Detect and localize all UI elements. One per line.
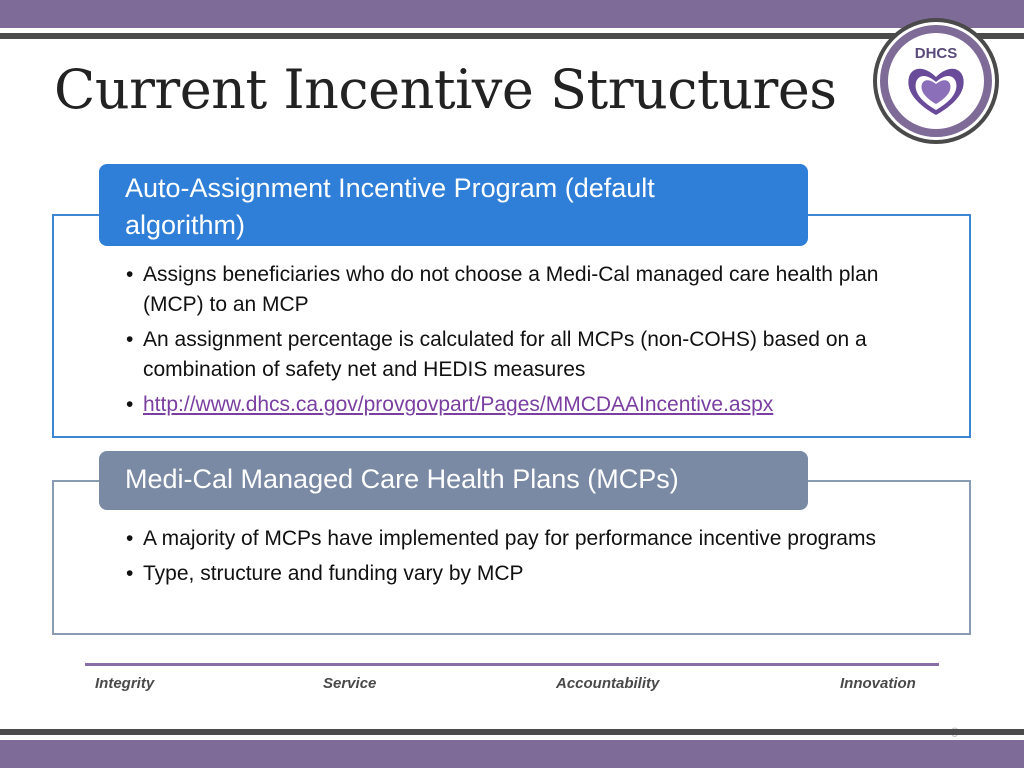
section-auto-assignment-bullets	[126, 260, 926, 425]
section-mcp-heading: Medi-Cal Managed Care Health Plans (MCPs)	[99, 451, 808, 510]
bottom-divider-line	[0, 729, 1024, 735]
list-item: • Assigns beneficiaries who do not choose a Medi-Cal managed care health plan (MCP) to an MCP	[126, 260, 926, 320]
footer-divider	[85, 663, 939, 666]
bullet-icon: •	[126, 263, 134, 286]
bullet-icon: •	[126, 393, 134, 416]
logo-text: DHCS	[914, 45, 958, 62]
footer-value-integrity: Integrity	[95, 675, 155, 692]
section-auto-assignment-heading: Auto-Assignment Incentive Program (default algorithm)	[99, 164, 808, 246]
top-divider-line	[0, 33, 1024, 39]
list-item	[126, 390, 926, 420]
slide-title: Current Incentive Structures	[54, 58, 837, 121]
dhcs-logo	[873, 18, 999, 144]
list-item: • A majority of MCPs have implemented pay for performance incentive programs	[126, 524, 926, 554]
list-item: • Type, structure and funding vary by MCP	[126, 559, 926, 589]
footer-value-service: Service	[323, 675, 377, 692]
footer-value-innovation: Innovation	[840, 675, 916, 692]
top-accent-bar	[0, 0, 1024, 28]
list-item: • An assignment percentage is calculated for all MCPs (non-COHS) based on a combination of safety net and HEDIS measures	[126, 325, 926, 385]
dhcs-incentive-link[interactable]: http://www.dhcs.ca.gov/provgovpart/Pages/MMCDAAIncentive.aspx	[143, 393, 774, 416]
bullet-icon: •	[126, 562, 134, 585]
section-mcp-bullets	[126, 524, 926, 594]
bullet-icon: •	[126, 328, 134, 351]
bullet-icon: •	[126, 527, 134, 550]
footer-value-accountability: Accountability	[556, 675, 660, 692]
bottom-accent-bar	[0, 740, 1024, 768]
